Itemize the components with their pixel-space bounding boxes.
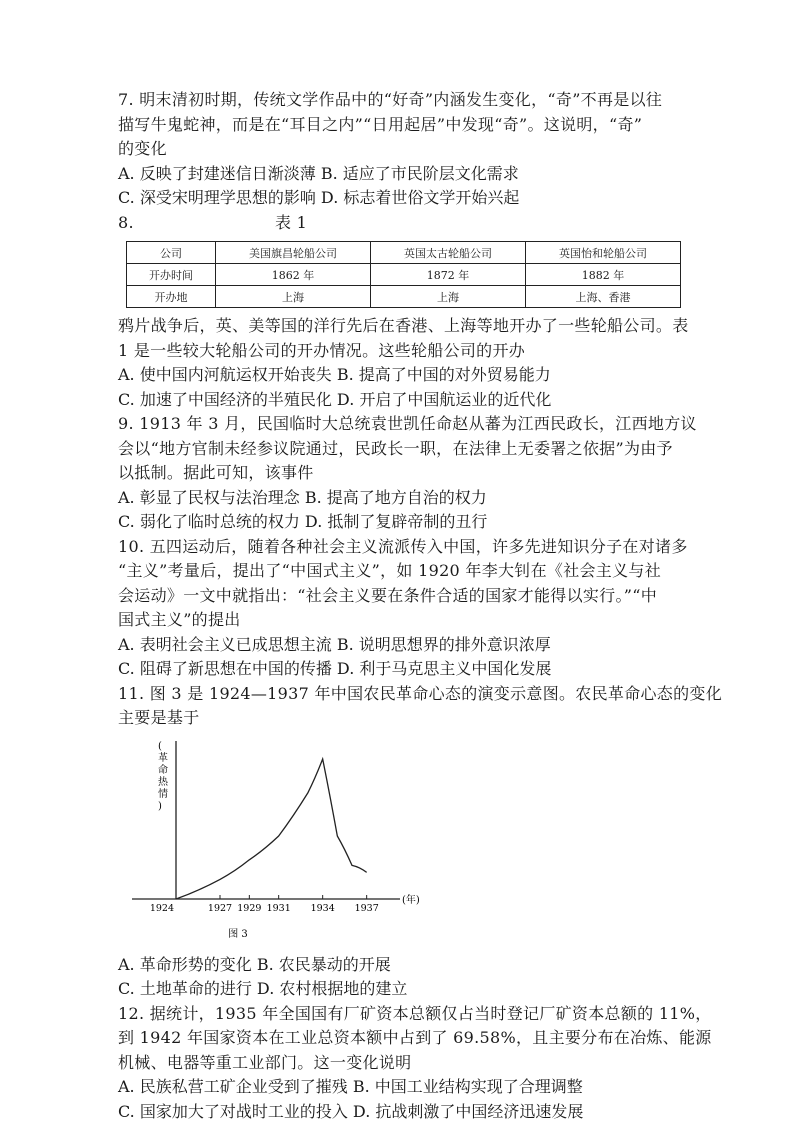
table-header-row [127, 242, 681, 264]
table-cell: 上海、香港 [526, 286, 681, 308]
table-cell: 1872 年 [371, 264, 526, 286]
figure-caption: 图 3 [228, 928, 248, 940]
table-row [127, 264, 681, 286]
question-stem-line: 7. 明末清初时期，传统文学作品中的“好奇”内涵发生变化，“奇”不再是以往 [118, 88, 683, 113]
table-title: 表 1 [275, 211, 307, 236]
question-stem-line: 机械、电器等重工业部门。这一变化说明 [118, 1051, 683, 1076]
question-stem-line: 到 1942 年国家资本在工业总资本额中占到了 69.58%，且主要分布在冶炼、能源 [118, 1026, 683, 1051]
table-title-row [118, 211, 683, 236]
question-stem-line: 主要是基于 [118, 706, 683, 731]
x-tick-label: 1934 [311, 903, 335, 914]
x-axis-label: (年) [402, 893, 420, 906]
question-stem-line: 以抵制。据此可知，该事件 [118, 461, 683, 486]
figure-3 [118, 739, 683, 949]
option-line-cd[interactable]: C. 深受宋明理学思想的影响 D. 标志着世俗文学开始兴起 [118, 186, 683, 211]
option-line-cd[interactable]: C. 国家加大了对战时工业的投入 D. 抗战刺激了中国经济迅速发展 [118, 1100, 683, 1124]
option-line-ab[interactable]: A. 革命形势的变化 B. 农民暴动的开展 [118, 953, 683, 978]
table-cell: 1862 年 [216, 264, 371, 286]
table-header-cell: 英国太古轮船公司 [371, 242, 526, 264]
exam-page [118, 88, 683, 1124]
question-8 [118, 211, 683, 413]
option-line-ab[interactable]: A. 彰显了民权与法治理念 B. 提高了地方自治的权力 [118, 486, 683, 511]
question-stem-line: 12. 据统计，1935 年全国国有厂矿资本总额仅占当时登记厂矿资本总额的 11%， [118, 1002, 683, 1027]
question-number: 8. [118, 211, 275, 236]
question-10 [118, 535, 683, 682]
question-9 [118, 412, 683, 535]
table-header-cell: 英国怡和轮船公司 [526, 242, 681, 264]
x-tick-label: 1929 [237, 903, 261, 914]
question-stem-line: 9. 1913 年 3 月，民国临时大总统袁世凯任命赵从蕃为江西民政长，江西地方议 [118, 412, 683, 437]
question-stem-line: 鸦片战争后，英、美等国的洋行先后在香港、上海等地开办了一些轮船公司。表 [118, 314, 683, 339]
series-line [176, 759, 367, 899]
option-line-cd[interactable]: C. 阻碍了新思想在中国的传播 D. 利于马克思主义中国化发展 [118, 657, 683, 682]
option-line-ab[interactable]: A. 反映了封建迷信日渐淡薄 B. 适应了市民阶层文化需求 [118, 162, 683, 187]
option-line-cd[interactable]: C. 土地革命的进行 D. 农村根据地的建立 [118, 977, 683, 1002]
question-stem-line: 10. 五四运动后，随着各种社会主义流派传入中国，许多先进知识分子在对诸多 [118, 535, 683, 560]
question-stem-line: 国式主义”的提出 [118, 608, 683, 633]
table-row [127, 286, 681, 308]
option-line-ab[interactable]: A. 使中国内河航运权开始丧失 B. 提高了中国的对外贸易能力 [118, 363, 683, 388]
y-axis-label: (革命热情) [158, 741, 169, 812]
table-cell: 开办地 [127, 286, 216, 308]
question-stem-line: 描写牛鬼蛇神，而是在“耳目之内”“日用起居”中发现“奇”。这说明，“奇” [118, 113, 683, 138]
x-tick-label: 1937 [355, 903, 379, 914]
table-header-cell: 公司 [127, 242, 216, 264]
question-stem-line: “主义”考量后，提出了“中国式主义”，如 1920 年李大钊在《社会主义与社 [118, 559, 683, 584]
company-table [126, 241, 681, 308]
x-tick-label: 1931 [267, 903, 291, 914]
revolution-sentiment-chart [130, 739, 430, 949]
option-line-ab[interactable]: A. 表明社会主义已成思想主流 B. 说明思想界的排外意识浓厚 [118, 633, 683, 658]
question-stem-line: 11. 图 3 是 1924—1937 年中国农民革命心态的演变示意图。农民革命心态的变化 [118, 682, 683, 707]
table-cell: 开办时间 [127, 264, 216, 286]
option-line-cd[interactable]: C. 弱化了临时总统的权力 D. 抵制了复辟帝制的丑行 [118, 510, 683, 535]
option-line-cd[interactable]: C. 加速了中国经济的半殖民化 D. 开启了中国航运业的近代化 [118, 388, 683, 413]
question-12 [118, 1002, 683, 1124]
question-stem-line: 会以“地方官制未经参议院通过，民政长一职，在法律上无委署之依据”为由予 [118, 437, 683, 462]
option-line-ab[interactable]: A. 民族私营工矿企业受到了摧残 B. 中国工业结构实现了合理调整 [118, 1075, 683, 1100]
question-stem-line: 的变化 [118, 137, 683, 162]
x-tick-label: 1927 [208, 903, 232, 914]
question-stem-line: 会运动》一文中就指出：“社会主义要在条件合适的国家才能得以实行。”“中 [118, 584, 683, 609]
question-11 [118, 682, 683, 1002]
table-header-cell: 美国旗昌轮船公司 [216, 242, 371, 264]
question-stem-line: 1 是一些较大轮船公司的开办情况。这些轮船公司的开办 [118, 339, 683, 364]
table-cell: 1882 年 [526, 264, 681, 286]
table-cell: 上海 [371, 286, 526, 308]
table-cell: 上海 [216, 286, 371, 308]
question-7 [118, 88, 683, 211]
x-tick-label: 1924 [150, 903, 174, 914]
